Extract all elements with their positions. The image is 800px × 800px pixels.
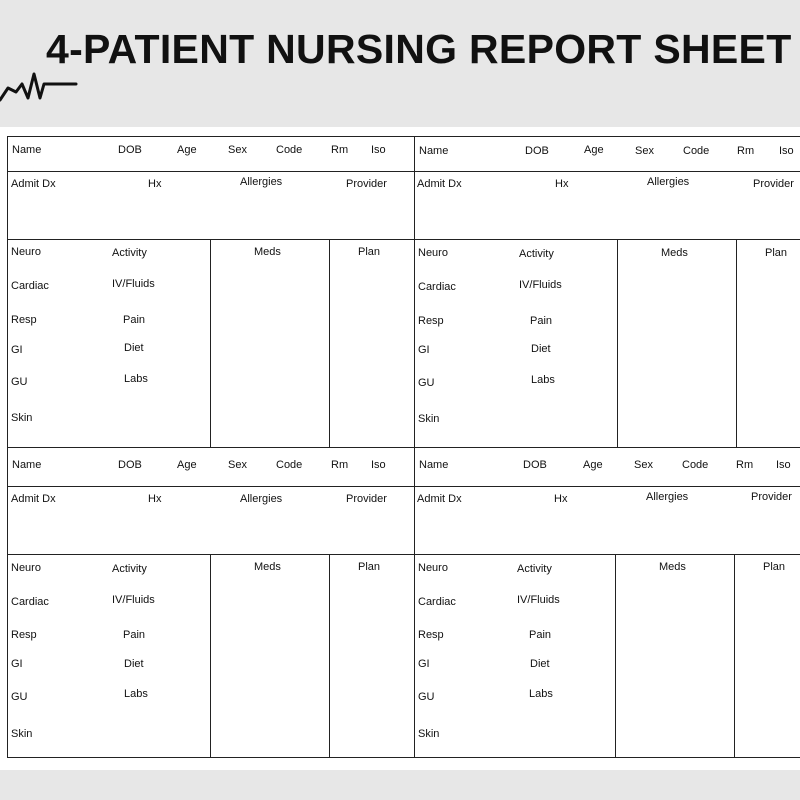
activity-label: Activity	[112, 247, 147, 259]
divider	[329, 554, 330, 757]
divider	[329, 239, 330, 448]
age-label: Age	[177, 459, 197, 471]
age-label: Age	[177, 144, 197, 156]
plan-label: Plan	[358, 246, 381, 258]
dob-label: DOB	[118, 459, 142, 471]
name-label: Name	[419, 459, 449, 471]
allergies-label: Allergies	[646, 491, 689, 503]
divider	[736, 239, 737, 448]
divider	[615, 554, 616, 757]
divider	[8, 171, 415, 172]
cardiac-label: Cardiac	[11, 280, 49, 292]
cardiac-label: Cardiac	[11, 596, 49, 608]
admit-dx-label: Admit Dx	[11, 178, 56, 190]
labs-label: Labs	[124, 688, 148, 700]
pain-label: Pain	[123, 629, 146, 641]
provider-label: Provider	[346, 178, 387, 190]
name-label: Name	[12, 144, 42, 156]
diet-label: Diet	[124, 658, 144, 670]
provider-label: Provider	[753, 178, 794, 190]
divider	[8, 239, 415, 240]
divider	[210, 239, 211, 448]
name-label: Name	[12, 459, 42, 471]
resp-label: Resp	[11, 314, 37, 326]
provider-label: Provider	[346, 493, 387, 505]
resp-label: Resp	[418, 629, 444, 641]
code-label: Code	[682, 459, 709, 471]
pain-label: Pain	[529, 629, 552, 641]
hx-label: Hx	[555, 178, 569, 190]
plan-label: Plan	[765, 247, 788, 259]
age-label: Age	[584, 144, 604, 156]
hx-label: Hx	[148, 178, 162, 190]
cardiac-label: Cardiac	[418, 281, 456, 293]
age-label: Age	[583, 459, 603, 471]
gu-label: GU	[11, 376, 28, 388]
admit-dx-label: Admit Dx	[417, 493, 462, 505]
labs-label: Labs	[529, 688, 553, 700]
divider	[415, 486, 800, 487]
meds-label: Meds	[254, 561, 281, 573]
dob-label: DOB	[525, 145, 549, 157]
labs-label: Labs	[124, 373, 148, 385]
gu-label: GU	[418, 691, 435, 703]
rm-label: Rm	[331, 144, 349, 156]
dob-label: DOB	[523, 459, 547, 471]
sex-label: Sex	[635, 145, 654, 157]
hx-label: Hx	[148, 493, 162, 505]
iso-label: Iso	[776, 459, 791, 471]
heartbeat-line-icon	[0, 70, 80, 110]
patient-card-1	[7, 136, 416, 449]
gi-label: GI	[11, 344, 23, 356]
rm-label: Rm	[736, 459, 754, 471]
iv-fluids-label: IV/Fluids	[519, 279, 562, 291]
sex-label: Sex	[228, 144, 247, 156]
labs-label: Labs	[531, 374, 555, 386]
gi-label: GI	[418, 658, 430, 670]
divider	[415, 171, 800, 172]
patient-card-3	[7, 447, 416, 758]
admit-dx-label: Admit Dx	[417, 178, 462, 190]
meds-label: Meds	[661, 247, 688, 259]
hx-label: Hx	[554, 493, 568, 505]
divider	[415, 554, 800, 555]
skin-label: Skin	[11, 412, 33, 424]
divider	[415, 239, 800, 240]
divider	[734, 554, 735, 757]
code-label: Code	[683, 145, 710, 157]
plan-label: Plan	[763, 561, 786, 573]
meds-label: Meds	[659, 561, 686, 573]
iso-label: Iso	[779, 145, 794, 157]
gu-label: GU	[11, 691, 28, 703]
name-label: Name	[419, 145, 449, 157]
patient-card-2	[414, 136, 800, 449]
divider	[210, 554, 211, 757]
skin-label: Skin	[418, 728, 440, 740]
pain-label: Pain	[530, 315, 553, 327]
iso-label: Iso	[371, 459, 386, 471]
allergies-label: Allergies	[240, 493, 283, 505]
neuro-label: Neuro	[11, 562, 41, 574]
activity-label: Activity	[112, 563, 147, 575]
neuro-label: Neuro	[418, 247, 448, 259]
allergies-label: Allergies	[240, 176, 283, 188]
admit-dx-label: Admit Dx	[11, 493, 56, 505]
gi-label: GI	[418, 344, 430, 356]
pain-label: Pain	[123, 314, 146, 326]
rm-label: Rm	[737, 145, 755, 157]
provider-label: Provider	[751, 491, 792, 503]
rm-label: Rm	[331, 459, 349, 471]
sex-label: Sex	[634, 459, 653, 471]
iso-label: Iso	[371, 144, 386, 156]
neuro-label: Neuro	[11, 246, 41, 258]
activity-label: Activity	[517, 563, 552, 575]
gu-label: GU	[418, 377, 435, 389]
resp-label: Resp	[11, 629, 37, 641]
plan-label: Plan	[358, 561, 381, 573]
divider	[617, 239, 618, 448]
divider	[8, 486, 415, 487]
activity-label: Activity	[519, 248, 554, 260]
patient-card-4	[414, 447, 800, 758]
gi-label: GI	[11, 658, 23, 670]
divider	[8, 554, 415, 555]
page-title: 4-PATIENT NURSING REPORT SHEET	[46, 26, 792, 72]
skin-label: Skin	[418, 413, 440, 425]
code-label: Code	[276, 144, 303, 156]
resp-label: Resp	[418, 315, 444, 327]
diet-label: Diet	[531, 343, 551, 355]
meds-label: Meds	[254, 246, 281, 258]
diet-label: Diet	[124, 342, 144, 354]
sex-label: Sex	[228, 459, 247, 471]
dob-label: DOB	[118, 144, 142, 156]
cardiac-label: Cardiac	[418, 596, 456, 608]
skin-label: Skin	[11, 728, 33, 740]
diet-label: Diet	[530, 658, 550, 670]
code-label: Code	[276, 459, 303, 471]
allergies-label: Allergies	[647, 176, 690, 188]
iv-fluids-label: IV/Fluids	[112, 594, 155, 606]
neuro-label: Neuro	[418, 562, 448, 574]
iv-fluids-label: IV/Fluids	[112, 278, 155, 290]
iv-fluids-label: IV/Fluids	[517, 594, 560, 606]
